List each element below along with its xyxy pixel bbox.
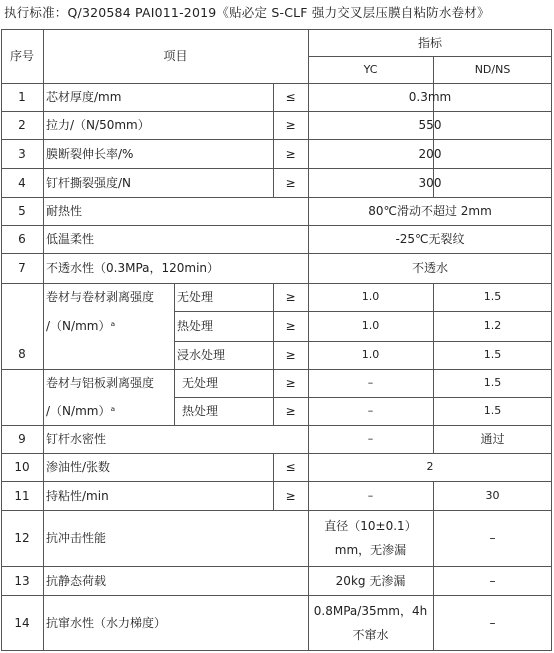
row-operator: ≥ — [285, 290, 296, 304]
cell-ndns: 30 — [485, 488, 500, 502]
group-unit: /（N/mm）ᵃ — [46, 319, 116, 333]
cell-yc: 直径（10±0.1）mm，无渗漏 — [324, 519, 417, 557]
sub-item: 浸水处理 — [177, 348, 226, 362]
row-operator: ≥ — [285, 319, 296, 333]
row-item: 低温柔性 — [46, 232, 95, 246]
row-no: 10 — [14, 460, 30, 474]
cell-yc: – — [367, 404, 374, 417]
row-item: 芯材厚度/mm — [46, 90, 122, 104]
header-no: 序号 — [9, 49, 34, 63]
row-no: 1 — [18, 90, 26, 104]
group-unit: /（N/mm）ᵃ — [46, 404, 116, 418]
row-no: 11 — [14, 488, 30, 503]
cell-ndns: 1.5 — [483, 404, 502, 417]
cell-yc: – — [367, 376, 374, 389]
standard-title: 执行标准：Q/320584 PAI011-2019《贴必定 S-CLF 强力交叉层压膜自粘防水卷材》 — [4, 5, 490, 20]
cell-ndns: 通过 — [480, 432, 505, 446]
row-no: 6 — [18, 232, 26, 246]
row-value: 不透水 — [411, 261, 448, 275]
sub-item: 无处理 — [177, 290, 214, 304]
row-no: 14 — [14, 616, 30, 630]
header-ndns: ND/NS — [474, 62, 511, 76]
row-item: 拉力/（N/50mm） — [46, 118, 150, 132]
row-item: 耐热性 — [46, 204, 83, 218]
row-value: 0.3mm — [408, 90, 452, 104]
row-operator: ≥ — [285, 175, 296, 190]
row-item: 抗窜水性（水力梯度） — [46, 616, 167, 630]
row-no: 9 — [18, 432, 26, 446]
row-item: 渗油性/张数 — [46, 460, 111, 474]
row-no: 4 — [18, 175, 26, 190]
row-operator: ≥ — [285, 348, 296, 362]
group-label: 卷材与铝板剥离强度 — [46, 376, 155, 390]
row-operator: ≥ — [285, 118, 296, 132]
row-item: 膜断裂伸长率/% — [46, 146, 134, 161]
cell-ndns: – — [489, 573, 496, 588]
row-item: 持粘性/min — [46, 488, 109, 503]
row-value: -25℃无裂纹 — [395, 232, 465, 246]
row-no: 2 — [18, 118, 26, 132]
row-item: 不透水性（0.3MPa，120min） — [46, 261, 220, 275]
row-no: 12 — [14, 531, 30, 545]
cell-ndns: 1.5 — [483, 348, 502, 361]
row-operator: ≥ — [285, 404, 296, 418]
cell-yc: 0.8MPa/35mm，4h 不窜水 — [313, 604, 428, 642]
cell-ndns: – — [489, 616, 496, 630]
row-item: 钉杆水密性 — [46, 432, 107, 446]
row-value: 2 — [426, 460, 434, 473]
row-operator: ≥ — [285, 488, 296, 503]
row-operator: ≤ — [285, 460, 296, 474]
row-no: 8 — [18, 347, 26, 361]
row-operator: ≥ — [285, 376, 296, 390]
spec-table — [1, 29, 552, 651]
row-item: 抗冲击性能 — [46, 531, 107, 545]
row-no: 7 — [18, 261, 26, 275]
row-value: 550 — [418, 118, 442, 132]
sub-item: 热处理 — [177, 319, 214, 333]
header-yc: YC — [363, 62, 378, 76]
header-item: 项目 — [163, 49, 188, 63]
header-index: 指标 — [417, 35, 442, 50]
row-operator: ≥ — [285, 146, 296, 161]
row-no: 3 — [18, 146, 26, 161]
cell-ndns: – — [489, 531, 496, 545]
cell-yc: 1.0 — [361, 319, 380, 332]
sub-item: 无处理 — [182, 376, 219, 390]
sub-item: 热处理 — [182, 404, 219, 418]
cell-yc: 20kg 无渗漏 — [335, 573, 406, 588]
row-operator: ≤ — [285, 90, 296, 104]
cell-ndns: 1.5 — [483, 376, 502, 389]
row-item: 抗静态荷载 — [46, 573, 107, 588]
cell-ndns: 1.2 — [483, 319, 502, 332]
group-label: 卷材与卷材剥离强度 — [46, 290, 155, 304]
row-no: 5 — [18, 204, 26, 218]
row-item: 钉杆撕裂强度/N — [46, 175, 132, 190]
cell-ndns: 1.5 — [483, 290, 502, 303]
row-value: 200 — [418, 146, 442, 161]
cell-yc: 1.0 — [361, 290, 380, 303]
row-value: 80℃滑动不超过 2mm — [368, 204, 492, 218]
cell-yc: – — [367, 432, 374, 445]
cell-yc: – — [367, 488, 374, 502]
cell-yc: 1.0 — [361, 348, 380, 361]
row-value: 300 — [418, 175, 442, 190]
row-no: 13 — [14, 573, 30, 588]
